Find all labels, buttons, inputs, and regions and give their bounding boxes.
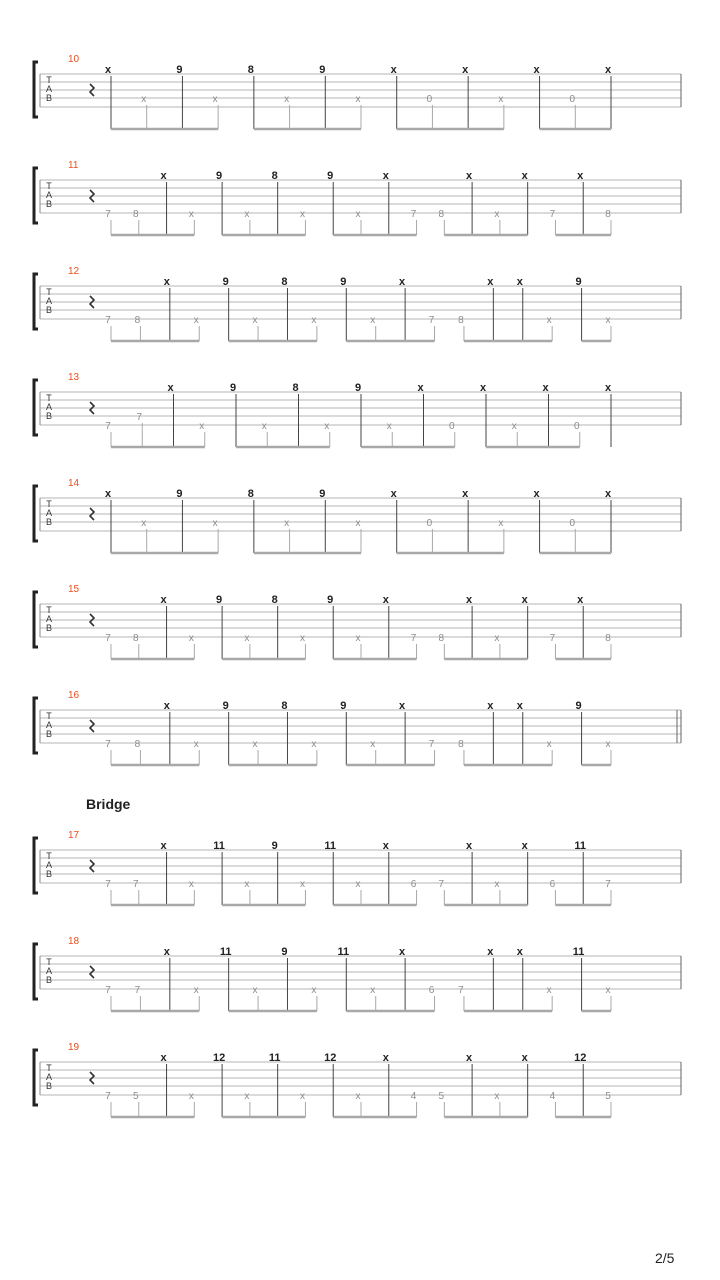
tab-note: 0 <box>448 421 455 432</box>
tab-note: x <box>521 1052 528 1064</box>
tab-clef-letter: T <box>46 957 52 967</box>
tab-clef-letter: B <box>45 517 53 527</box>
tab-note: 4 <box>410 1091 417 1102</box>
tab-note: 0 <box>573 421 580 432</box>
tab-note: x <box>546 985 552 996</box>
tab-note: x <box>399 700 406 712</box>
tab-note: x <box>494 209 500 220</box>
tab-note: x <box>494 1091 500 1102</box>
tab-note: x <box>355 518 361 529</box>
tab-note: x <box>193 739 199 750</box>
measure-number: 17 <box>68 830 80 841</box>
tab-clef-letter: T <box>46 287 52 297</box>
tab-clef-letter: A <box>45 860 53 870</box>
tab-note: x <box>462 64 469 76</box>
tab-note: x <box>252 315 258 326</box>
tab-note: x <box>487 946 494 958</box>
tab-note: 0 <box>569 94 576 105</box>
tab-note: 7 <box>105 633 111 644</box>
tab-note: 9 <box>271 840 278 852</box>
tab-note: x <box>466 594 473 606</box>
tab-note: x <box>417 382 424 394</box>
tab-note: 7 <box>549 633 556 644</box>
tab-note: x <box>311 739 317 750</box>
measure-number: 13 <box>68 372 80 383</box>
tab-note: x <box>546 739 552 750</box>
tab-clef-letter: T <box>46 499 52 509</box>
tab-note: x <box>382 594 389 606</box>
tab-note: 6 <box>549 879 556 890</box>
tab-note: 9 <box>319 64 326 76</box>
tab-note: 11 <box>337 946 350 958</box>
tab-clef-letter: A <box>45 720 53 730</box>
staff-bracket <box>34 168 38 223</box>
tab-note: x <box>382 1052 389 1064</box>
tab-note: 0 <box>426 94 433 105</box>
tab-note: 8 <box>292 382 299 394</box>
tab-note: 11 <box>213 840 225 852</box>
tab-clef-letter: B <box>45 623 53 633</box>
tab-note: x <box>370 985 376 996</box>
tab-note: x <box>163 276 170 288</box>
tab-note: 9 <box>216 170 223 182</box>
staff-bracket <box>34 380 38 435</box>
tab-note: x <box>498 518 504 529</box>
staff-system <box>34 372 681 447</box>
staff-bracket <box>34 274 38 329</box>
tab-note: x <box>386 421 392 432</box>
tab-note: x <box>299 209 305 220</box>
tab-note: x <box>311 315 317 326</box>
staff-bracket <box>34 698 38 753</box>
page-number: 2/5 <box>655 1250 675 1266</box>
tab-note: x <box>167 382 174 394</box>
tab-note: x <box>466 170 473 182</box>
tab-note: x <box>244 879 250 890</box>
tab-note: 7 <box>105 879 111 890</box>
tab-note: 8 <box>271 170 278 182</box>
measure-number: 16 <box>68 690 80 701</box>
tab-note: x <box>487 276 494 288</box>
tab-note: x <box>533 488 540 500</box>
tab-note: 6 <box>410 879 417 890</box>
tab-note: x <box>604 382 612 394</box>
measure-number: 12 <box>68 266 80 277</box>
tab-note: 11 <box>268 1052 281 1064</box>
tab-note: 8 <box>132 209 139 220</box>
tab-note: 8 <box>281 700 288 712</box>
tab-clef-letter: T <box>46 1063 52 1073</box>
tab-note: x <box>511 421 517 432</box>
tab-note: x <box>163 700 170 712</box>
measure-number: 15 <box>68 584 80 595</box>
tab-note: 7 <box>105 315 111 326</box>
tab-clef-letter: B <box>45 305 53 315</box>
tab-note: 5 <box>605 1091 611 1102</box>
tab-note: 8 <box>134 315 141 326</box>
tab-note: x <box>141 94 147 105</box>
tab-note: x <box>390 488 397 500</box>
tab-note: x <box>355 94 361 105</box>
tab-clef-letter: A <box>45 614 53 624</box>
tab-note: 7 <box>428 739 435 750</box>
tab-note: 8 <box>605 209 611 220</box>
tab-note: 7 <box>132 879 139 890</box>
tab-note: x <box>252 739 258 750</box>
tab-note: x <box>141 518 147 529</box>
tab-clef-letter: A <box>45 508 53 518</box>
tab-note: 9 <box>281 946 288 958</box>
tab-note: 7 <box>428 315 435 326</box>
tab-note: x <box>466 840 473 852</box>
staff-bracket <box>34 62 38 117</box>
tab-note: 11 <box>219 946 232 958</box>
tab-note: x <box>399 946 406 958</box>
tab-note: 8 <box>247 488 254 500</box>
tab-note: x <box>370 739 376 750</box>
tab-note: 8 <box>132 633 139 644</box>
tab-note: 7 <box>105 209 111 220</box>
tab-note: x <box>355 633 361 644</box>
tab-note: x <box>382 840 389 852</box>
tab-note: 7 <box>438 879 445 890</box>
tab-note: x <box>324 421 330 432</box>
tab-note: x <box>605 315 611 326</box>
tab-note: x <box>188 209 194 220</box>
tab-note: 9 <box>575 700 582 712</box>
tab-note: x <box>605 739 611 750</box>
tab-clef-letter: A <box>45 966 53 976</box>
tab-note: x <box>188 879 194 890</box>
tab-note: x <box>284 518 290 529</box>
tab-note: 8 <box>605 633 611 644</box>
tab-note: x <box>577 594 584 606</box>
tab-note: x <box>462 488 469 500</box>
tab-note: x <box>160 1052 167 1064</box>
tab-note: x <box>604 488 612 500</box>
tab-note: x <box>479 382 487 394</box>
tab-note: 7 <box>410 633 417 644</box>
section-label-bridge: Bridge <box>86 796 131 812</box>
tab-note: x <box>498 94 504 105</box>
tab-note: 9 <box>327 170 334 182</box>
tab-note: 9 <box>176 488 183 500</box>
tab-note: 8 <box>281 276 288 288</box>
tab-clef-letter: B <box>45 975 53 985</box>
tab-note: 8 <box>458 739 464 750</box>
staff-bracket <box>34 1050 38 1105</box>
tab-note: 8 <box>438 633 445 644</box>
measure-number: 11 <box>68 160 79 171</box>
tab-note: 5 <box>438 1091 445 1102</box>
measure-number: 18 <box>68 936 80 947</box>
tab-note: 12 <box>324 1052 337 1064</box>
tab-note: x <box>193 985 199 996</box>
tab-note: 7 <box>458 985 464 996</box>
tab-note: x <box>516 700 523 712</box>
tab-note: 0 <box>569 518 576 529</box>
staff-system <box>34 266 681 341</box>
staff-system <box>34 584 681 659</box>
tab-note: x <box>370 315 376 326</box>
tab-clef-letter: B <box>45 729 53 739</box>
tab-note: x <box>516 946 523 958</box>
tab-note: 7 <box>136 412 143 423</box>
staff-system <box>34 478 681 553</box>
tab-note: x <box>299 879 305 890</box>
tab-note: x <box>252 985 258 996</box>
tab-note: x <box>160 170 167 182</box>
tab-clef-letter: B <box>45 411 53 421</box>
tab-note: 0 <box>426 518 433 529</box>
tab-note: 7 <box>105 739 111 750</box>
tab-note: x <box>487 700 494 712</box>
tab-note: x <box>355 879 361 890</box>
tab-note: x <box>212 94 218 105</box>
tab-note: 4 <box>549 1091 556 1102</box>
tab-note: x <box>494 879 500 890</box>
tab-note: 7 <box>605 879 611 890</box>
tab-note: x <box>261 421 267 432</box>
tab-note: 7 <box>105 985 111 996</box>
measure-number: 10 <box>68 54 80 65</box>
tab-note: x <box>355 1091 361 1102</box>
tab-note: x <box>244 633 250 644</box>
tab-note: x <box>399 276 406 288</box>
staff-system <box>34 936 681 1011</box>
tab-note: 9 <box>216 594 223 606</box>
staff-bracket <box>34 486 38 541</box>
tab-clef-letter: A <box>45 84 53 94</box>
tab-clef-letter: A <box>45 190 53 200</box>
tab-note: 12 <box>574 1052 587 1064</box>
staff-system <box>34 830 681 905</box>
tab-clef-letter: A <box>45 1072 53 1082</box>
tab-note: x <box>494 633 500 644</box>
tab-note: 9 <box>229 382 237 394</box>
tab-note: x <box>193 315 199 326</box>
tab-clef-letter: B <box>45 93 53 103</box>
tab-note: 5 <box>132 1091 139 1102</box>
tab-note: x <box>212 518 218 529</box>
tab-note: 7 <box>105 1091 111 1102</box>
tab-note: x <box>160 594 167 606</box>
tab-note: x <box>284 94 290 105</box>
tab-note: x <box>382 170 389 182</box>
tab-clef-letter: T <box>46 75 52 85</box>
measure-number: 19 <box>68 1042 80 1053</box>
tab-note: x <box>188 1091 194 1102</box>
tab-note: x <box>160 840 167 852</box>
tab-clef-letter: T <box>46 181 52 191</box>
tab-note: x <box>188 633 194 644</box>
tab-note: x <box>390 64 397 76</box>
tab-note: 9 <box>176 64 183 76</box>
staff-system <box>34 54 681 129</box>
tab-clef-letter: T <box>46 393 52 403</box>
tab-note: 9 <box>327 594 334 606</box>
tab-note: 7 <box>549 209 556 220</box>
tab-note: x <box>299 633 305 644</box>
tab-note: x <box>604 64 612 76</box>
tab-note: x <box>542 382 549 394</box>
tab-note: x <box>311 985 317 996</box>
staff-bracket <box>34 838 38 893</box>
tab-note: 8 <box>458 315 464 326</box>
tab-note: x <box>355 209 361 220</box>
tab-note: 9 <box>222 276 229 288</box>
tab-clef-letter: T <box>46 851 52 861</box>
tab-note: 9 <box>575 276 582 288</box>
tab-note: x <box>163 946 170 958</box>
tab-clef-letter: B <box>45 1081 53 1091</box>
staff-system <box>34 160 681 235</box>
tab-note: x <box>199 421 205 432</box>
tab-note: 9 <box>354 382 362 394</box>
tab-note: x <box>244 1091 250 1102</box>
tab-note: x <box>521 840 528 852</box>
tab-clef-letter: A <box>45 296 53 306</box>
tab-clef-letter: B <box>45 869 53 879</box>
tab-note: 11 <box>574 840 587 852</box>
tab-note: 8 <box>438 209 445 220</box>
tab-note: 7 <box>105 421 111 432</box>
tab-note: x <box>546 315 552 326</box>
tab-clef-letter: T <box>46 711 52 721</box>
staff-system <box>34 690 681 765</box>
tab-clef-letter: A <box>45 402 53 412</box>
tab-note: 7 <box>410 209 417 220</box>
tab-note: x <box>299 1091 305 1102</box>
tab-note: x <box>466 1052 473 1064</box>
staff-bracket <box>34 592 38 647</box>
tab-note: x <box>521 170 528 182</box>
staff-bracket <box>34 944 38 999</box>
measure-number: 14 <box>68 478 80 489</box>
tab-note: 12 <box>212 1052 226 1064</box>
tab-note: 8 <box>247 64 254 76</box>
tab-note: 9 <box>340 700 347 712</box>
tab-note: 11 <box>324 840 337 852</box>
tab-note: 11 <box>572 946 585 958</box>
tab-note: x <box>521 594 528 606</box>
tab-note: x <box>244 209 250 220</box>
tab-note: 8 <box>271 594 278 606</box>
tab-note: x <box>516 276 523 288</box>
tab-note: 6 <box>428 985 435 996</box>
staff-system <box>34 1042 681 1117</box>
tab-note: x <box>104 488 112 500</box>
tab-note: 9 <box>222 700 229 712</box>
tab-clef-letter: T <box>46 605 52 615</box>
tab-note: x <box>577 170 584 182</box>
tab-note: 8 <box>134 739 141 750</box>
tab-note: 9 <box>340 276 347 288</box>
tab-note: x <box>533 64 540 76</box>
tab-note: x <box>104 64 112 76</box>
tab-note: 9 <box>319 488 326 500</box>
tab-clef-letter: B <box>45 199 53 209</box>
tab-note: x <box>605 985 611 996</box>
tab-note: 7 <box>134 985 141 996</box>
